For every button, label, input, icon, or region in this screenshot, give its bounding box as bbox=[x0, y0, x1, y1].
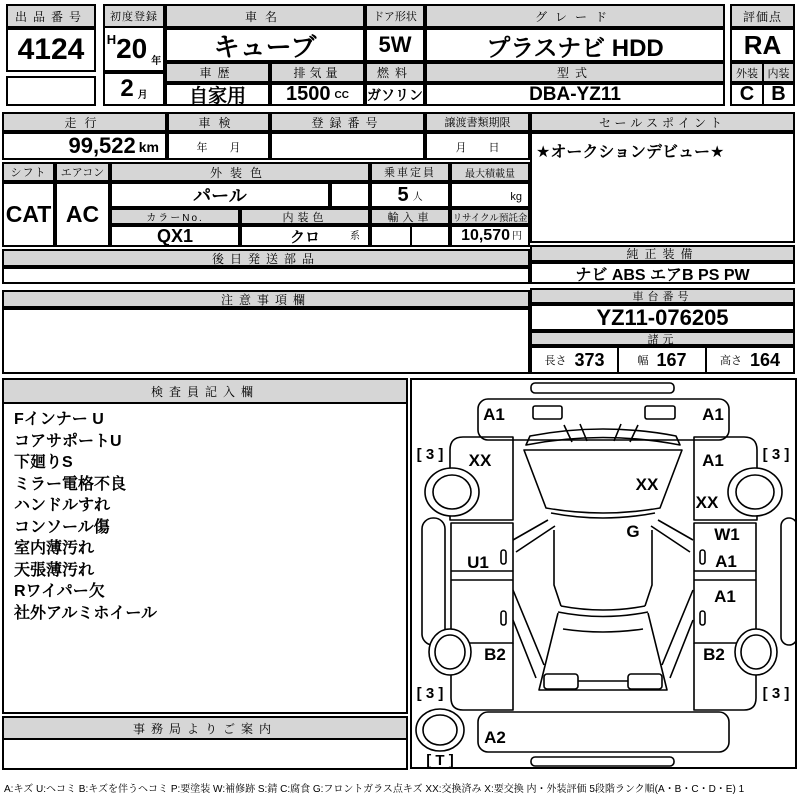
width-label: 幅 bbox=[637, 355, 649, 367]
a-pillar-right bbox=[651, 520, 693, 552]
import-cell-divider bbox=[410, 227, 412, 245]
capacity-value bbox=[370, 182, 450, 208]
lot-empty-cell bbox=[6, 76, 96, 106]
spec-height-cell bbox=[705, 346, 795, 374]
car-top-view-svg bbox=[412, 380, 795, 767]
office-info-box bbox=[2, 716, 408, 770]
length-label: 長さ bbox=[544, 355, 567, 367]
interior-grade-header: 内装 bbox=[762, 62, 795, 83]
cowl-band bbox=[526, 429, 680, 445]
mileage-header: 走行 bbox=[2, 112, 167, 132]
interior-color-suffix: 系 bbox=[350, 231, 360, 242]
transfer-day-suffix: 日 bbox=[488, 142, 500, 154]
lot-number-header: 出品番号 bbox=[6, 4, 96, 28]
equipment-header: 純正装備 bbox=[530, 245, 795, 262]
aircon-header: エアコン bbox=[55, 162, 110, 182]
inspection-year-suffix: 年 bbox=[196, 142, 208, 154]
month-suffix: 月 bbox=[137, 90, 148, 101]
rear-bumper-shape bbox=[478, 712, 729, 752]
inspector-notes-header: 検査員記入欄 bbox=[4, 380, 406, 404]
tail-light-right bbox=[628, 674, 662, 689]
max-load-header: 最大積載量 bbox=[450, 162, 530, 182]
door-molding-lines bbox=[451, 571, 756, 580]
caution-notes-body bbox=[2, 308, 530, 374]
interior-grade-value: B bbox=[762, 83, 795, 106]
roof-edge-right bbox=[645, 530, 652, 606]
mark-tire-front-right: [ 3 ] bbox=[762, 446, 790, 463]
front-plate-strip bbox=[531, 383, 674, 393]
mark-rear-door-right: A1 bbox=[714, 587, 736, 606]
fuel-header: 燃料 bbox=[365, 62, 425, 83]
inspector-note-line: Rワイパー欠 bbox=[14, 583, 105, 600]
later-shipped-parts-body bbox=[2, 267, 530, 284]
c-pillar-left bbox=[513, 590, 544, 678]
color-number-value: QX1 bbox=[110, 225, 240, 247]
mark-front-bumper-left: A1 bbox=[483, 405, 505, 424]
front-bumper-grille-left bbox=[533, 406, 562, 419]
exterior-color-header: 外装色 bbox=[110, 162, 370, 182]
inspector-note-line: コンソール傷 bbox=[14, 518, 110, 536]
inspector-note-line: ミラー電格不良 bbox=[14, 475, 127, 493]
score-value: RA bbox=[730, 28, 795, 62]
capacity-header: 乗車定員 bbox=[370, 162, 450, 182]
grade-header: グレード bbox=[425, 4, 725, 28]
mark-hood: XX bbox=[635, 475, 659, 494]
rear-window-band bbox=[558, 606, 648, 617]
displacement-value bbox=[270, 83, 365, 106]
mark-rear-bumper: A2 bbox=[484, 728, 506, 747]
recycle-amount: 10,570 bbox=[461, 227, 510, 244]
chassis-number-header: 車台番号 bbox=[530, 288, 795, 304]
door-shape-header: ドア形状 bbox=[365, 4, 425, 28]
exterior-grade-value: C bbox=[730, 83, 764, 106]
reg-month: 2 bbox=[120, 75, 134, 102]
mark-cowl-right: XX bbox=[695, 493, 719, 512]
caution-notes-header: 注意事項欄 bbox=[2, 290, 530, 308]
door-handle-front-left bbox=[501, 550, 506, 564]
chassis-number-value: YZ11-076205 bbox=[530, 304, 795, 331]
reg-year: 20 bbox=[116, 33, 148, 64]
transfer-deadline-header: 譲渡書類期限 bbox=[425, 112, 530, 132]
sales-point-body: ★オークションデビュー★ bbox=[530, 132, 795, 243]
rear-plate-strip bbox=[531, 757, 674, 766]
mark-front-door-right-upper: W1 bbox=[714, 525, 740, 544]
mark-front-bumper-right: A1 bbox=[702, 405, 724, 424]
later-shipped-parts-header: 後日発送部品 bbox=[2, 249, 530, 267]
car-name-value: キューブ bbox=[165, 28, 365, 62]
inspector-note-line: 室内薄汚れ bbox=[14, 540, 95, 557]
color-number-header: カラーNo. bbox=[110, 208, 240, 225]
import-header: 輸入車 bbox=[370, 208, 450, 225]
model-code-header: 型式 bbox=[425, 62, 725, 83]
history-header: 車歴 bbox=[165, 62, 270, 83]
lot-number-value: 4124 bbox=[6, 28, 96, 72]
mark-windshield: G bbox=[626, 522, 640, 541]
model-code-value: DBA-YZ11 bbox=[425, 83, 725, 106]
first-registration-header: 初度登録 bbox=[103, 4, 165, 28]
inspection-month-suffix: 月 bbox=[229, 142, 241, 154]
spec-width-cell bbox=[617, 346, 707, 374]
c-pillar-right bbox=[662, 590, 693, 678]
aircon-value: AC bbox=[55, 182, 110, 247]
mileage-number: 99,522 bbox=[68, 133, 136, 158]
door-handle-rear-left bbox=[501, 611, 506, 625]
interior-color-value bbox=[240, 225, 370, 247]
wheel-rear-left-inner bbox=[435, 635, 465, 669]
inspector-note-line: 天張薄汚れ bbox=[14, 561, 95, 579]
displacement-number: 1500 bbox=[286, 83, 331, 105]
tailgate-shape bbox=[539, 613, 667, 690]
mileage-value bbox=[2, 132, 167, 160]
exterior-color-empty-cell bbox=[330, 182, 370, 208]
car-name-header: 車名 bbox=[165, 4, 365, 28]
inspection-header: 車検 bbox=[167, 112, 270, 132]
mark-front-fender-right: A1 bbox=[702, 451, 724, 470]
grade-value: プラスナビ HDD bbox=[425, 28, 725, 62]
wheel-front-right-inner bbox=[736, 475, 774, 509]
max-load-value: kg bbox=[450, 182, 530, 208]
import-value bbox=[370, 225, 450, 247]
front-bumper-grille-right bbox=[645, 406, 675, 419]
a-pillar-left bbox=[513, 520, 555, 552]
first-registration-year bbox=[103, 26, 165, 72]
mark-tire-front-left: [ 3 ] bbox=[416, 446, 444, 463]
door-shape-value: 5W bbox=[365, 28, 425, 62]
wheel-front-left-inner bbox=[433, 475, 471, 509]
inspector-note-line: コアサポートU bbox=[14, 432, 122, 450]
specs-header: 諸元 bbox=[530, 331, 795, 346]
interior-color-name: クロ bbox=[289, 228, 320, 246]
office-info-header: 事務局よりご案内 bbox=[4, 718, 406, 740]
capacity-number: 5 bbox=[397, 183, 409, 206]
mark-spare-tire: [ T ] bbox=[426, 752, 454, 767]
displacement-unit: CC bbox=[334, 90, 349, 101]
spec-length-cell bbox=[530, 346, 619, 374]
shift-value: CAT bbox=[2, 182, 55, 247]
inspector-note-line: 下廻りS bbox=[14, 454, 73, 471]
tailgate-inner-arc bbox=[563, 629, 643, 632]
sales-point-header: セールスポイント bbox=[530, 112, 795, 132]
fuel-value: ガソリン bbox=[365, 83, 425, 106]
mark-front-door-left: U1 bbox=[467, 553, 489, 572]
mark-tire-rear-left: [ 3 ] bbox=[416, 685, 444, 702]
inspector-note-line: Fインナー U bbox=[14, 411, 104, 428]
score-header: 評価点 bbox=[730, 4, 795, 28]
side-sill-left bbox=[422, 518, 445, 645]
tail-light-left bbox=[544, 674, 578, 689]
inspector-note-line: 社外アルミホイール bbox=[14, 604, 158, 622]
inspection-value bbox=[167, 132, 270, 160]
mark-front-fender-left: XX bbox=[468, 451, 492, 470]
inspector-notes-box bbox=[2, 378, 408, 714]
recycle-deposit-value bbox=[450, 225, 530, 247]
recycle-unit: 円 bbox=[512, 231, 522, 242]
transfer-month-suffix: 月 bbox=[455, 142, 467, 154]
car-damage-diagram bbox=[410, 378, 797, 769]
door-handle-front-right bbox=[700, 550, 705, 564]
front-bumper-shape bbox=[478, 399, 729, 440]
mark-front-door-right: A1 bbox=[715, 552, 737, 571]
height-value: 164 bbox=[749, 349, 781, 370]
spare-tire-inner bbox=[423, 715, 457, 745]
mark-rear-fender-right: B2 bbox=[703, 645, 725, 664]
displacement-header: 排気量 bbox=[270, 62, 365, 83]
registration-number-header: 登録番号 bbox=[270, 112, 425, 132]
shift-header: シフト bbox=[2, 162, 55, 182]
door-handle-rear-right bbox=[700, 611, 705, 625]
year-suffix: 年 bbox=[151, 56, 162, 67]
first-registration-month bbox=[103, 72, 165, 106]
inspector-note-line: ハンドルすれ bbox=[14, 497, 111, 514]
mileage-unit: km bbox=[138, 139, 159, 155]
exterior-color-value: パール bbox=[110, 182, 330, 208]
wheel-rear-right-inner bbox=[741, 635, 771, 669]
mark-tire-rear-right: [ 3 ] bbox=[762, 685, 790, 702]
interior-color-header: 内装色 bbox=[240, 208, 370, 225]
length-value: 373 bbox=[574, 349, 605, 370]
mark-rear-fender-left: B2 bbox=[484, 645, 506, 664]
damage-code-legend: A:キズ U:ヘコミ B:キズを伴うヘコミ P:要塗装 W:補修跡 S:錆 C:腐食 G:フロントガラス点キズ XX:交換済み X:要交換 内・外装評価 5段階ランク順(A・B・C・D・E) 1 bbox=[4, 784, 745, 795]
height-label: 高さ bbox=[719, 355, 742, 367]
history-value: 自家用 bbox=[165, 83, 270, 106]
capacity-unit: 人 bbox=[412, 192, 423, 203]
inspector-notes-list bbox=[4, 404, 406, 629]
exterior-grade-header: 外装 bbox=[730, 62, 764, 83]
equipment-value: ナビ ABS エアB PS PW bbox=[530, 262, 795, 284]
transfer-deadline-value bbox=[425, 132, 530, 160]
width-value: 167 bbox=[656, 349, 687, 370]
era-letter: H bbox=[106, 32, 117, 47]
recycle-deposit-header: リサイクル預託金 bbox=[450, 208, 530, 225]
side-sill-right bbox=[781, 518, 795, 645]
registration-number-value bbox=[270, 132, 425, 160]
roof-edge-left bbox=[554, 530, 561, 606]
